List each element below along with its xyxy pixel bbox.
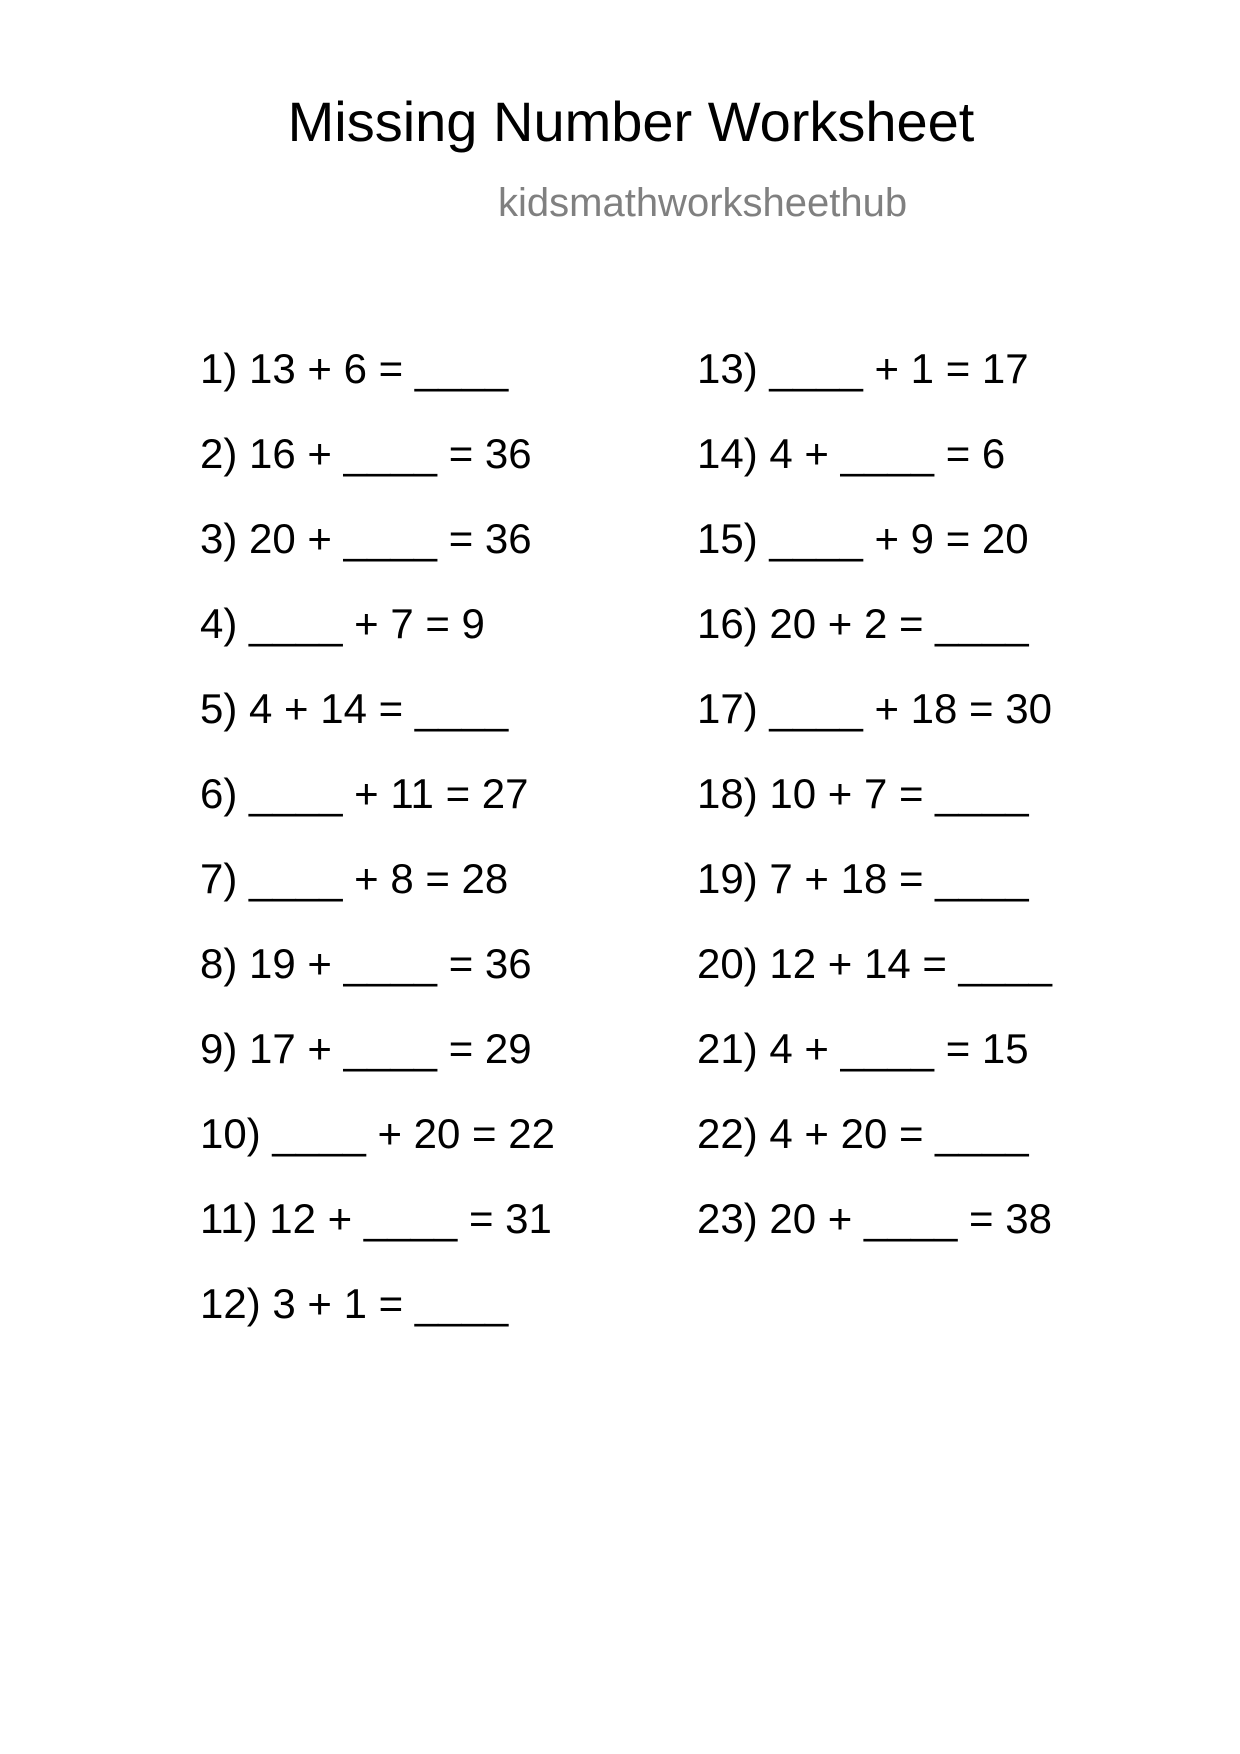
problem-11: 11) 12 + ____ = 31 bbox=[200, 1195, 552, 1242]
problem-7: 7) ____ + 8 = 28 bbox=[200, 855, 509, 902]
problem-14: 14) 4 + ____ = 6 bbox=[697, 430, 1006, 477]
problem-13: 13) ____ + 1 = 17 bbox=[697, 345, 1029, 392]
problem-12: 12) 3 + 1 = ____ bbox=[200, 1280, 509, 1327]
problem-21: 21) 4 + ____ = 15 bbox=[697, 1025, 1029, 1072]
problem-1: 1) 13 + 6 = ____ bbox=[200, 345, 509, 392]
source-label: kidsmathworksheethub bbox=[498, 181, 908, 225]
problem-3: 3) 20 + ____ = 36 bbox=[200, 515, 532, 562]
problem-17: 17) ____ + 18 = 30 bbox=[697, 685, 1052, 732]
problem-9: 9) 17 + ____ = 29 bbox=[200, 1025, 532, 1072]
problem-16: 16) 20 + 2 = ____ bbox=[697, 600, 1029, 647]
problem-15: 15) ____ + 9 = 20 bbox=[697, 515, 1029, 562]
problem-18: 18) 10 + 7 = ____ bbox=[697, 770, 1029, 817]
problem-8: 8) 19 + ____ = 36 bbox=[200, 940, 532, 987]
problem-22: 22) 4 + 20 = ____ bbox=[697, 1110, 1029, 1157]
worksheet-title: Missing Number Worksheet bbox=[287, 90, 975, 153]
problem-6: 6) ____ + 11 = 27 bbox=[200, 770, 529, 817]
problem-4: 4) ____ + 7 = 9 bbox=[200, 600, 485, 647]
problem-5: 5) 4 + 14 = ____ bbox=[200, 685, 509, 732]
problem-2: 2) 16 + ____ = 36 bbox=[200, 430, 532, 477]
problem-20: 20) 12 + 14 = ____ bbox=[697, 940, 1052, 987]
problem-10: 10) ____ + 20 = 22 bbox=[200, 1110, 555, 1157]
problem-23: 23) 20 + ____ = 38 bbox=[697, 1195, 1052, 1242]
problem-19: 19) 7 + 18 = ____ bbox=[697, 855, 1029, 902]
